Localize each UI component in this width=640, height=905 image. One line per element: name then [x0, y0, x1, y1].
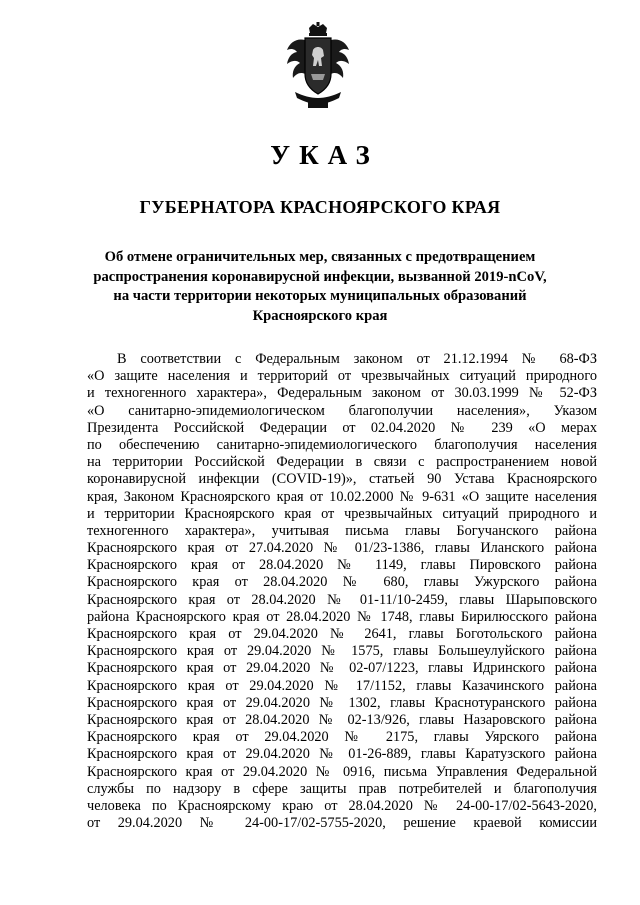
body-line: на территории Российской Федерации в связи с распространением новой — [87, 454, 597, 471]
title-line: Об отмене ограничительных мер, связанных с предотвращением — [104, 249, 536, 265]
title-line: на части территории некоторых муниципальных образований — [113, 288, 527, 304]
body-line: Красноярского края от 29.04.2020 № 1575, главы Большеулуйского района — [87, 643, 597, 660]
decree-title — [60, 248, 580, 326]
body-line: коронавирусной инфекции (COVID-19)», статьей 90 Устава Красноярского — [87, 471, 597, 488]
body-line: Красноярского края от 29.04.2020 № 01-26-889, главы Каратузского района — [87, 746, 597, 763]
body-line: Президента Российской Федерации от 02.04.2020 № 239 «О мерах — [87, 419, 597, 436]
issuer-heading: ГУБЕРНАТОРА КРАСНОЯРСКОГО КРАЯ — [139, 197, 501, 217]
body-line: по обеспечению санитарно-эпидемиологического благополучия населения — [87, 436, 597, 453]
body-line: службы по надзору в сфере защиты прав потребителей и благополучия — [87, 780, 597, 797]
body-line: Красноярского края от 29.04.2020 № 1302, главы Краснотуранского района — [87, 694, 597, 711]
body-line: «О защите населения и территорий от чрезвычайных ситуаций природного — [87, 368, 597, 385]
body-line: Красноярского края от 29.04.2020 № 02-07/1223, главы Идринского района — [87, 660, 597, 677]
krasnoyarsk-coat-of-arms-icon — [283, 22, 353, 110]
body-line: техногенного характера», учитывая письма главы Богучанского района — [87, 522, 597, 539]
decree-body-paragraph — [87, 351, 597, 832]
body-line: и техногенного характера», Федеральным законом от 30.03.1999 № 52-ФЗ — [87, 385, 597, 402]
body-line: Красноярского края от 28.04.2020 № 01-11/10-2459, главы Шарыповского — [87, 591, 597, 608]
body-line: Красноярского края от 29.04.2020 № 17/1152, главы Казачинского района — [87, 677, 597, 694]
body-line: Красноярского края от 28.04.2020 № 02-13/926, главы Назаровского района — [87, 711, 597, 728]
body-line: В соответствии с Федеральным законом от 21.12.1994 № 68-ФЗ — [117, 351, 597, 367]
body-line: Красноярского края от 29.04.2020 № 2641, главы Боготольского района — [87, 626, 597, 642]
body-line: района Красноярского края от 28.04.2020 № 1748, главы Бирилюсского района — [87, 608, 597, 625]
body-line: края, Законом Красноярского края от 10.02.2000 № 9-631 «О защите населения — [87, 488, 597, 505]
body-line: Красноярского края от 28.04.2020 № 680, главы Ужурского района — [87, 574, 597, 591]
body-line: и территории Красноярского края от чрезвычайных ситуаций природного и — [87, 505, 597, 522]
body-line: Красноярского края от 29.04.2020 № 2175, главы Уярского района — [87, 729, 597, 746]
title-line: распространения коронавирусной инфекции, вызванной 2019-nCoV, — [93, 268, 547, 285]
body-line: «О санитарно-эпидемиологическом благополучии населения», Указом — [87, 402, 597, 419]
body-line: от 29.04.2020 № 24-00-17/02-5755-2020, решение краевой комиссии — [87, 815, 597, 832]
body-line: Красноярского края от 28.04.2020 № 1149, главы Пировского района — [87, 557, 597, 574]
title-line: Красноярского края — [252, 307, 388, 324]
body-line: Красноярского края от 29.04.2020 № 0916, письма Управления Федеральной — [87, 763, 597, 780]
body-line: человека по Красноярскому краю от 28.04.2020 № 24-00-17/02-5643-2020, — [87, 797, 597, 814]
body-line: Красноярского края от 27.04.2020 № 01/23-1386, главы Иланского района — [87, 540, 597, 557]
document-type-heading: УКАЗ — [270, 140, 379, 170]
